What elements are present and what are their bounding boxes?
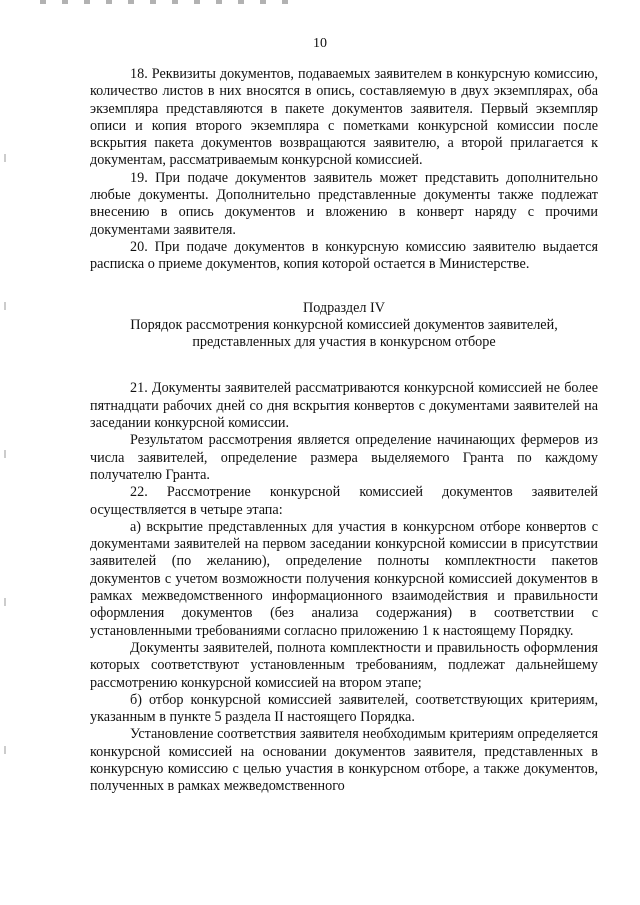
paragraph-19: 19. При подаче документов заявитель может представить дополнительно любые документы. Дополнительно представленные документы также подлежат внесению в опись документов и вложению в конверт наряду с прочими документами заявителя.: [90, 169, 598, 238]
spacer: [90, 351, 598, 380]
paragraph-22-a-continued: Документы заявителей, полнота комплектности и правильность оформления которых соответствуют установленным требованиям, подлежат дальнейшему рассмотрению конкурсной комиссией на втором этапе;: [90, 639, 598, 691]
subsection-number: Подраздел IV: [302, 299, 385, 316]
paragraph-22-a: а) вскрытие представленных для участия в конкурсном отборе конвертов с документами заявителей на первом заседании конкурсной комиссии в присутствии заявителей (по желанию), определение полноты комплектности пакетов документов с учетом возможности получения конкурсной комиссией документов в рамках межведомственного информационного взаимодействия и правильности оформления документов (без анализа содержания) в соответствии с установленными требованиями согласно приложению 1 к настоящему Порядку.: [90, 518, 598, 639]
scan-artifact-top: [40, 0, 300, 4]
subsection-heading: [90, 300, 598, 352]
paragraph-21: 21. Документы заявителей рассматриваются конкурсной комиссией не более пятнадцати рабочих дней со дня вскрытия конвертов с документами заявителей на заседании конкурсной комиссии.: [90, 380, 598, 432]
paragraph-20: 20. При подаче документов в конкурсную комиссию заявителю выдается расписка о приеме документов, копия которой остается в Министерстве.: [90, 238, 598, 273]
spacer: [90, 274, 598, 300]
page-number: 10: [313, 36, 327, 51]
subsection-title-line-1: Порядок рассмотрения конкурсной комиссией документов заявителей,: [130, 316, 558, 333]
paragraph-result: Результатом рассмотрения является определение начинающих фермеров из числа заявителей, определение размера выделяемого Гранта по каждому получателю Гранта.: [90, 432, 598, 483]
scan-artifact-left: [4, 14, 6, 884]
paragraph-criteria: Установление соответствия заявителя необходимым критериям определяется конкурсной комиссией на основании документов заявителя, представленных в конкурсную комиссию с целью участия в конкурсном отборе, а также документов, полученных в рамках межведомственного: [90, 726, 598, 795]
paragraph-18: 18. Реквизиты документов, подаваемых заявителем в конкурсную комиссию, количество листов в них вносятся в опись, составляемую в двух экземплярах, оба экземпляра представляются в пакете документов заявителя. Первый экземпляр описи и копия второго экземпляра с пометками конкурсной комиссии после вскрытия пакета документов возвращаются заявителю, а второй прилагается к документам, рассматриваемым конкурсной комиссией.: [90, 66, 598, 169]
subsection-title-line-2: представленных для участия в конкурсном отборе: [192, 334, 496, 351]
document-body: [90, 66, 598, 796]
paragraph-22-b: б) отбор конкурсной комиссией заявителей, соответствующих критериям, указанным в пункте 5 раздела II настоящего Порядка.: [90, 691, 598, 726]
paragraph-22: 22. Рассмотрение конкурсной комиссией документов заявителей осуществляется в четыре этапа:: [90, 484, 598, 518]
